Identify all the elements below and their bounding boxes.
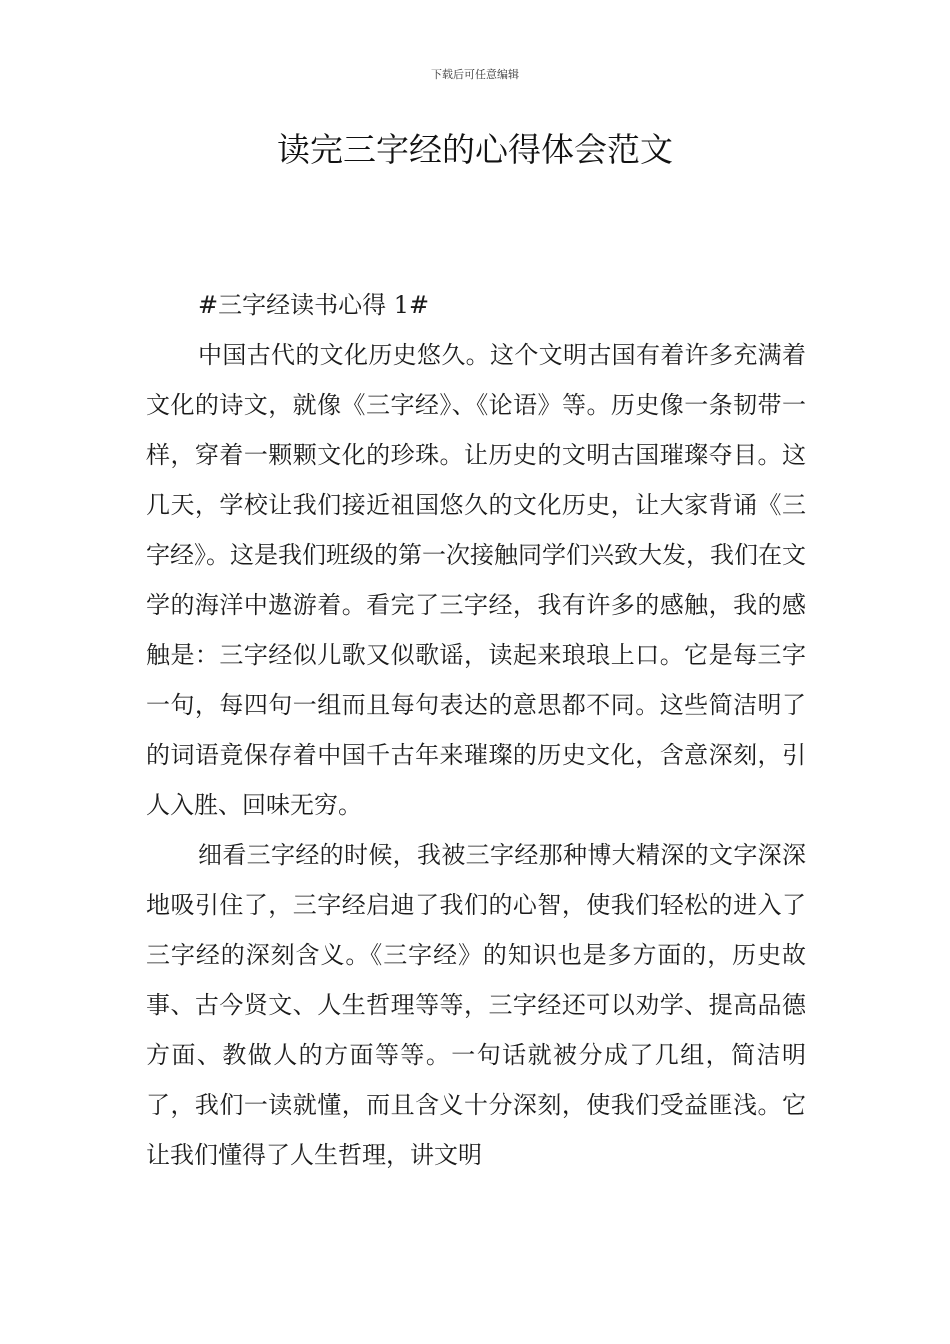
paragraph-1: 中国古代的文化历史悠久。这个文明古国有着许多充满着文化的诗文，就像《三字经》、《论语》等。历史像一条韧带一样，穿着一颗颗文化的珍珠。让历史的文明古国璀璨夺目。这几天，学校让我们接近祖国悠久的文化历史，让大家背诵《三字经》。这是我们班级的第一次接触同学们兴致大发，我们在文学的海洋中遨游着。看完了三字经，我有许多的感触，我的感触是：三字经似儿歌又似歌谣，读起来琅琅上口。它是每三字一句，每四句一组而且每句表达的意思都不同。这些简洁明了的词语竟保存着中国千古年来璀璨的历史文化，含意深刻，引人入胜、回味无穷。 (146, 341, 806, 819)
document-body (146, 280, 806, 1180)
paragraph-2: 细看三字经的时候，我被三字经那种博大精深的文字深深地吸引住了，三字经启迪了我们的心智，使我们轻松的进入了三字经的深刻含义。《三字经》的知识也是多方面的，历史故事、古今贤文、人生哲理等等，三字经还可以劝学、提高品德方面、教做人的方面等等。一句话就被分成了几组，简洁明了，我们一读就懂，而且含义十分深刻，使我们受益匪浅。它让我们懂得了人生哲理，讲文明 (146, 841, 806, 1169)
section-heading: #三字经读书心得 1# (198, 291, 430, 319)
download-note: 下载后可任意编辑 (431, 68, 519, 81)
document-title: 读完三字经的心得体会范文 (277, 130, 673, 169)
